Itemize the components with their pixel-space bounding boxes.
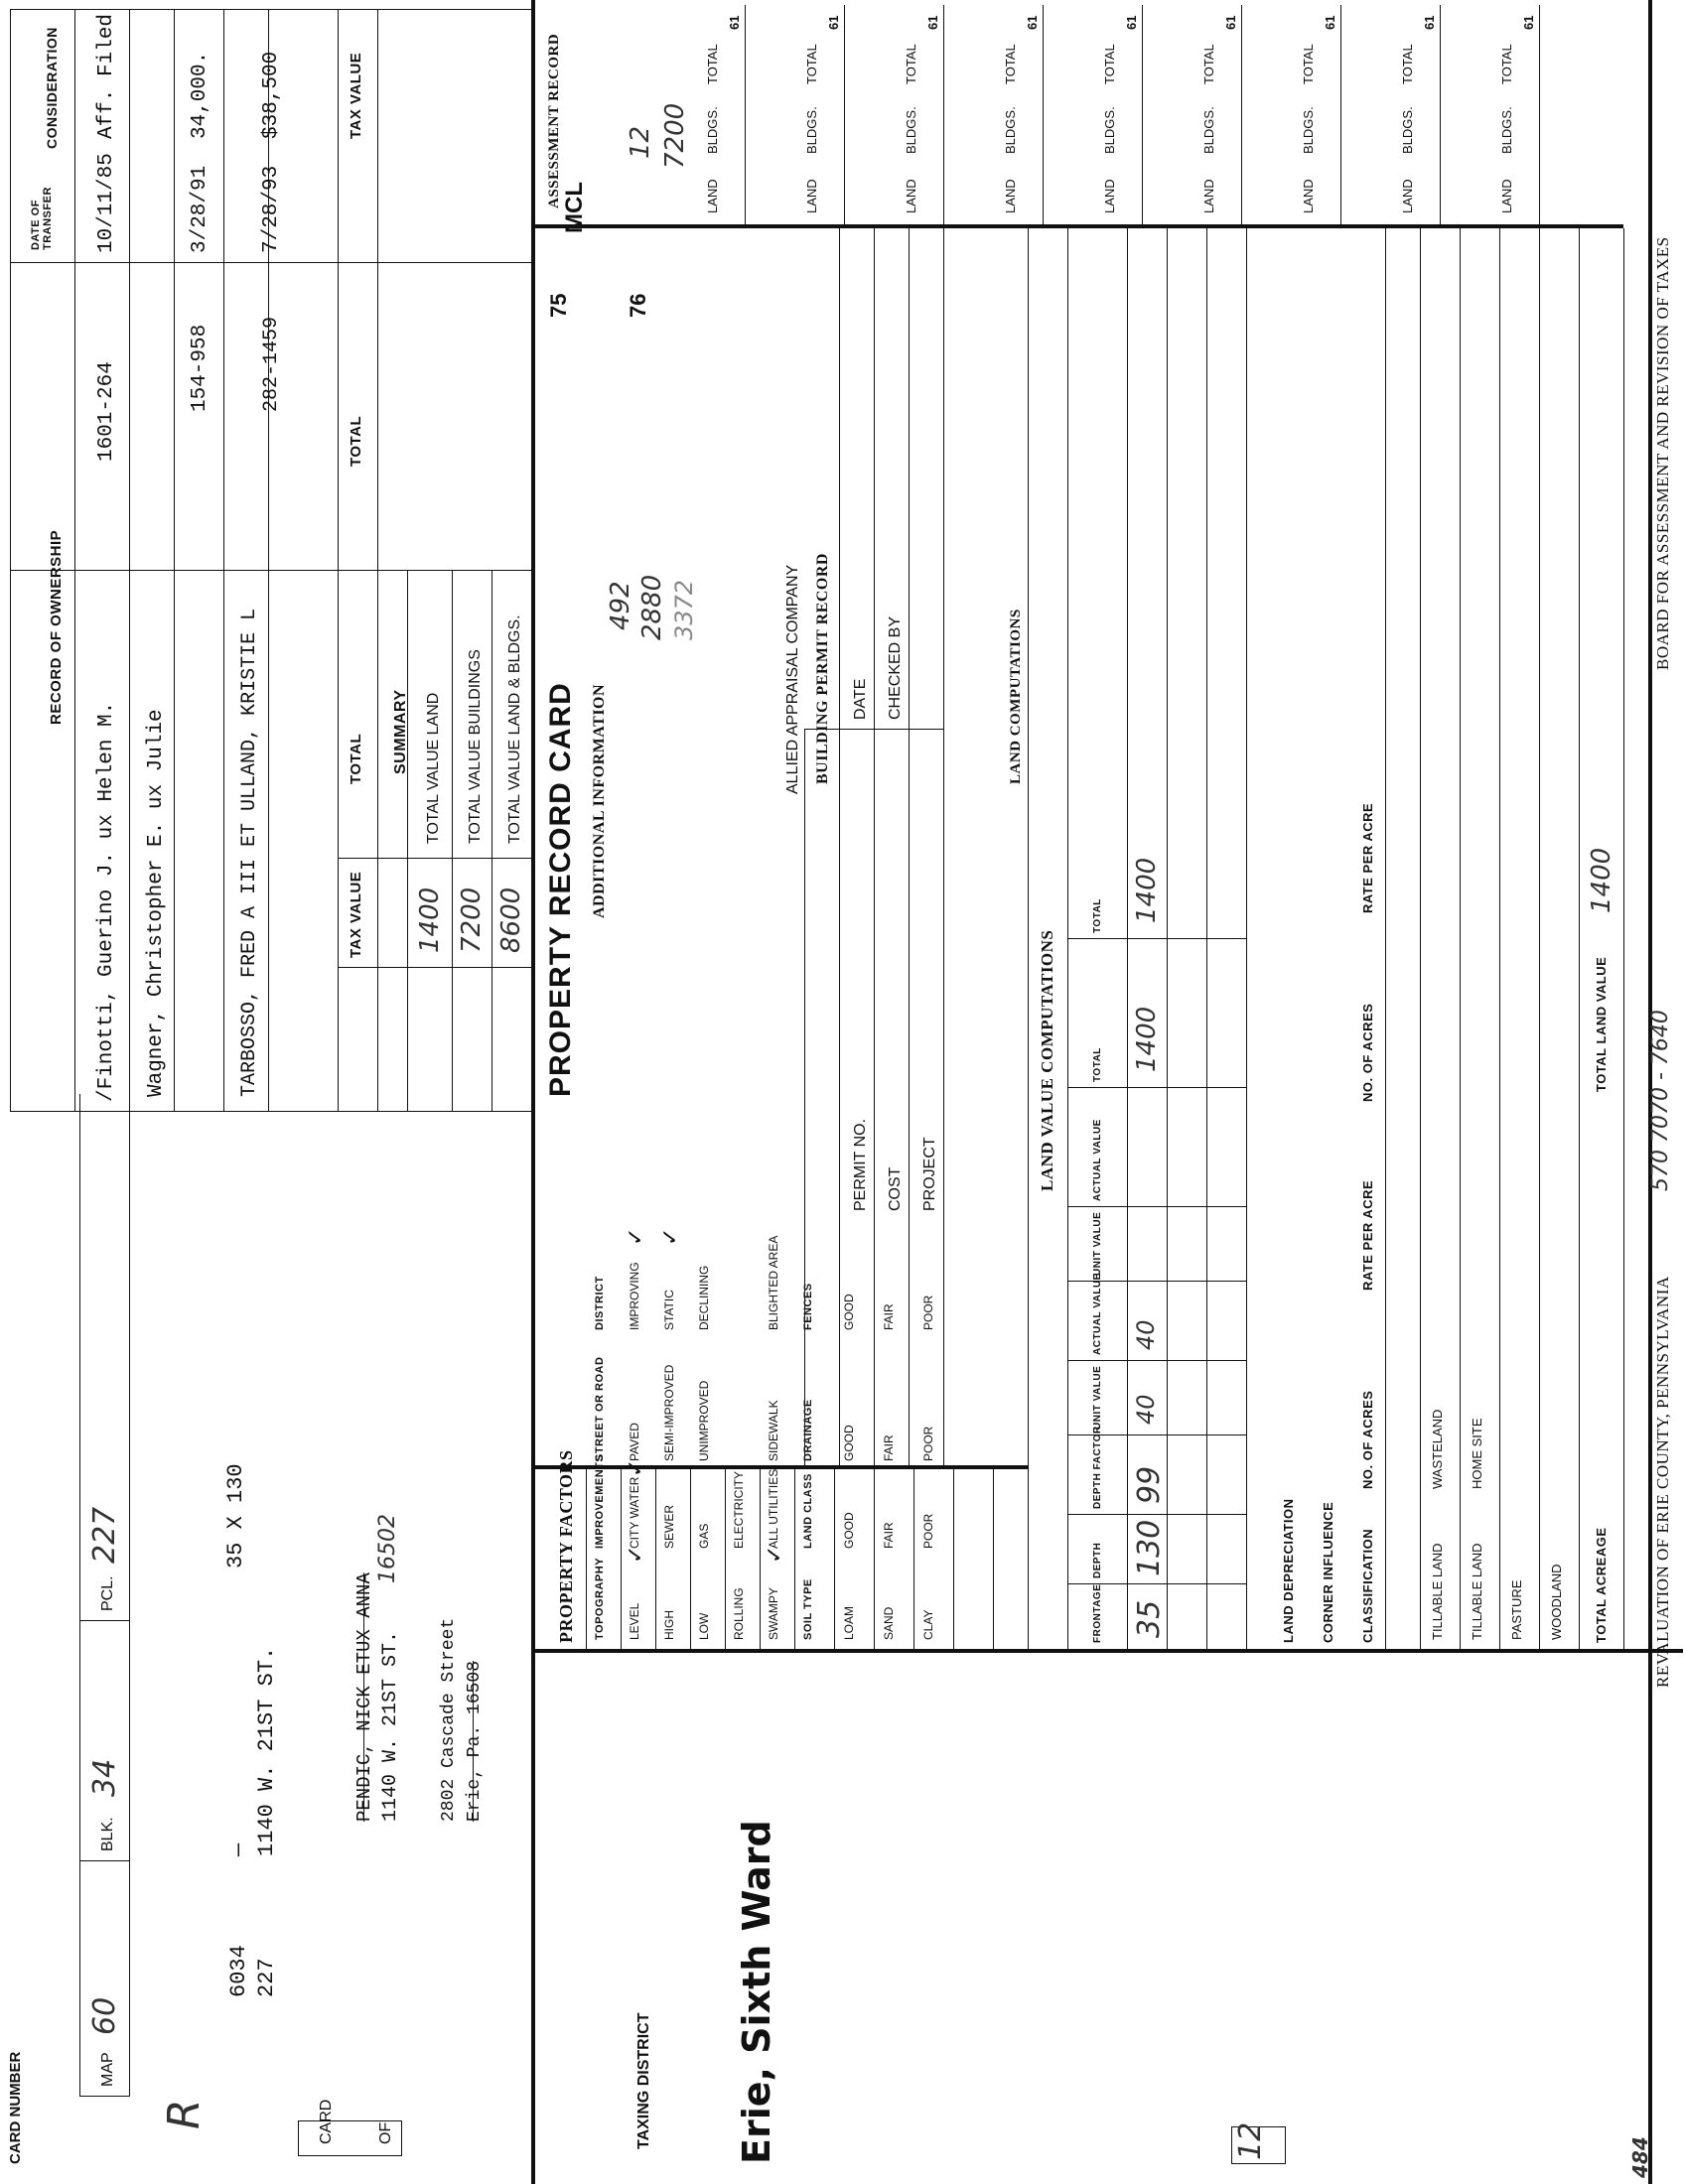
street-item: SIDEWALK <box>767 1400 780 1461</box>
rule <box>953 1469 954 1653</box>
assessment-land-label: LAND <box>705 179 720 213</box>
rule <box>1127 228 1128 1653</box>
factors-title: PROPERTY FACTORS <box>556 1449 576 1643</box>
drainage-item: GOOD <box>842 1425 856 1461</box>
additional-info: ADDITIONAL INFORMATION <box>591 683 608 918</box>
rule <box>338 10 339 1112</box>
page-number: 12 <box>1233 2121 1268 2160</box>
rule <box>1420 228 1421 1653</box>
assessment-rule <box>1142 5 1143 228</box>
rule <box>993 1469 994 1653</box>
consideration-header: CONSIDERATION <box>44 27 60 149</box>
assessment-title: ASSESSMENT RECORD <box>546 33 562 208</box>
rate-header-2: RATE PER ACRE <box>1360 802 1375 913</box>
assessment-rule <box>1340 5 1341 228</box>
rule <box>10 9 531 10</box>
checked-label: CHECKED BY <box>887 615 904 720</box>
owner-row-1-ref: 1601-264 <box>95 361 118 462</box>
land-value-col-rule <box>1067 1583 1246 1584</box>
assessment-stamp-1: MCL <box>561 182 588 233</box>
street-item: PAVED <box>628 1423 641 1461</box>
parcel-code-1: 6034 <box>226 1945 251 1997</box>
total-land-value-hand: 1400 <box>1587 847 1616 913</box>
rule <box>794 1469 795 1653</box>
blk-label: BLK. <box>99 1817 116 1851</box>
land-value-header: TOTAL <box>1092 898 1103 933</box>
owner-row-1-name: /Finotti, Guerino J. ux Helen M. <box>95 701 118 1102</box>
rule <box>804 730 805 1469</box>
assessment-total-label: TOTAL <box>1201 44 1216 84</box>
card-number-value: R <box>159 2099 210 2129</box>
assessment-stamp-3: 76 <box>626 293 650 318</box>
topography-item: SWAMPY <box>767 1587 780 1640</box>
parcel-dash: — <box>226 1843 251 1856</box>
summary-title: SUMMARY <box>392 689 409 774</box>
assessment-total-label: TOTAL <box>804 44 819 84</box>
hand-3: 3372 <box>670 579 698 640</box>
rule <box>1067 228 1068 1653</box>
permit-no-label: PERMIT NO. <box>852 1118 869 1211</box>
assessment-year: 61 <box>925 15 940 30</box>
check-city-water: ✓ <box>624 1545 648 1564</box>
rule <box>1499 228 1500 1653</box>
assessment-bldgs-label: BLDGS. <box>705 106 720 154</box>
rule <box>1167 228 1168 1653</box>
assessment-year: 61 <box>1223 15 1238 30</box>
assessment-land-label: LAND <box>1400 179 1415 213</box>
pcl-label: PCL. <box>99 1575 116 1611</box>
rule <box>74 10 75 1112</box>
classification-item: WASTELAND <box>1430 1409 1445 1489</box>
assessment-bldgs-label: BLDGS. <box>1499 106 1514 154</box>
assessment-total-label: TOTAL <box>1499 44 1514 84</box>
soil-item: LOAM <box>842 1605 856 1640</box>
assessment-rule <box>1043 5 1044 228</box>
total-land-value: TOTAL LAND VALUE <box>1594 956 1609 1092</box>
factors-topography-header: TOPOGRAPHY <box>594 1557 606 1640</box>
rule <box>10 1111 531 1112</box>
rule <box>79 1094 80 2097</box>
summary-total-header: TOTAL <box>348 733 364 784</box>
land-class-item: FAIR <box>882 1522 896 1549</box>
factors-street-header: STREET OR ROAD <box>594 1356 606 1461</box>
owner-row-2-date: 3/28/91 <box>189 165 211 253</box>
right-total-header: TOTAL <box>348 415 364 467</box>
assessment-hand-land: 12 <box>626 125 655 159</box>
summary-tax-header: TAX VALUE <box>348 871 364 958</box>
rule <box>79 2096 129 2097</box>
fences-item: FAIR <box>882 1303 896 1330</box>
rule <box>174 10 175 1112</box>
rule <box>839 228 840 1469</box>
owner-row-3-name: TARBOSSO, FRED A III ET ULLAND, KRISTIE L <box>238 608 261 1097</box>
rule <box>1206 228 1207 1653</box>
lv-depth: 130 <box>1132 1519 1167 1576</box>
owner-row-1-date: 10/11/85 <box>95 153 118 253</box>
assessment-total-label: TOTAL <box>1301 44 1316 84</box>
assessment-bldgs-label: BLDGS. <box>1102 106 1117 154</box>
parcel-code-2: 227 <box>254 1958 279 1997</box>
rule <box>913 1469 914 1653</box>
rule <box>943 228 944 1469</box>
allied-company: ALLIED APPRAISAL COMPANY <box>784 564 801 794</box>
ownership-title: RECORD OF OWNERSHIP <box>48 529 65 725</box>
factors-drainage-header: DRAINAGE <box>802 1399 814 1461</box>
owner-address: 1140 W. 21ST ST. <box>379 1630 402 1822</box>
date-transfer-header: DATE OF TRANSFER <box>30 187 54 250</box>
assessment-rule <box>745 5 746 228</box>
rule <box>531 1649 1683 1653</box>
summary-bldgs-total: 7200 <box>457 887 487 953</box>
land-value-col-rule <box>1067 1434 1246 1435</box>
assessment-year: 61 <box>727 15 742 30</box>
assessment-total-label: TOTAL <box>904 44 918 84</box>
assessment-year: 61 <box>1323 15 1337 30</box>
lv-unit-value: 40 <box>1132 1394 1160 1425</box>
cost-label: COST <box>887 1166 904 1211</box>
assessment-year: 61 <box>1422 15 1437 30</box>
assessment-stamp-2: 75 <box>546 293 571 318</box>
fences-item: GOOD <box>842 1294 856 1330</box>
assessment-rule <box>1241 5 1242 228</box>
rule <box>1579 228 1580 1653</box>
factors-fences-header: FENCES <box>802 1283 814 1330</box>
improvements-item: SEWER <box>662 1504 676 1549</box>
district-item: STATIC <box>662 1290 676 1330</box>
rule <box>10 570 531 571</box>
land-class-item: GOOD <box>842 1512 856 1549</box>
assessment-year: 61 <box>826 15 841 30</box>
rule <box>129 1094 130 2097</box>
rule <box>874 1469 875 1653</box>
lv-frontage: 35 <box>1132 1599 1167 1638</box>
rule <box>1028 228 1029 1653</box>
owner-struck: PENDIC, NICK ETUX ANNA <box>353 1572 375 1822</box>
owner-row-2-ref: 154-958 <box>189 324 211 412</box>
acres-header-2: NO. OF ACRES <box>1360 1003 1375 1102</box>
rule <box>1246 228 1247 1653</box>
rule <box>10 10 11 1112</box>
land-value-header: TOTAL <box>1092 1047 1103 1082</box>
land-value-header: ACTUAL VALUE <box>1092 1273 1103 1355</box>
project-label: PROJECT <box>921 1137 938 1211</box>
mail-line-1: 2802 Cascade Street <box>439 1617 459 1822</box>
card-label: CARD <box>318 2099 335 2144</box>
drainage-item: POOR <box>921 1426 935 1461</box>
land-class-item: POOR <box>921 1513 935 1549</box>
rule <box>79 1620 129 1621</box>
topography-item: LOW <box>697 1612 711 1640</box>
rule <box>586 1469 587 1653</box>
classification-item: WOODLAND <box>1549 1564 1564 1640</box>
rate-header: RATE PER ACRE <box>1360 1179 1375 1291</box>
rule <box>531 0 535 2184</box>
assessment-bldgs-label: BLDGS. <box>1003 106 1018 154</box>
rule <box>1385 228 1386 1653</box>
classification-item: PASTURE <box>1509 1579 1524 1640</box>
land-value-col-rule <box>1067 1360 1246 1361</box>
assessment-hand-bldgs: 7200 <box>660 102 690 169</box>
soil-item: CLAY <box>921 1609 935 1640</box>
parcel-dimensions: 35 X 130 <box>223 1463 248 1569</box>
assessment-land-label: LAND <box>904 179 918 213</box>
land-value-col-rule <box>1067 1514 1246 1515</box>
land-depreciation: LAND DEPRECIATION <box>1281 1498 1296 1643</box>
rule <box>338 967 531 968</box>
rule <box>407 571 408 1112</box>
pcl-value: 227 <box>87 1506 122 1564</box>
rule <box>377 10 378 1112</box>
corner-influence: CORNER INFLUENCE <box>1321 1501 1335 1643</box>
assessment-year: 61 <box>1521 15 1536 30</box>
factors-class-header: LAND CLASS <box>802 1473 814 1549</box>
assessment-rule <box>1539 5 1540 228</box>
rule <box>223 10 224 1112</box>
taxing-district-label: TAXING DISTRICT <box>635 2012 652 2149</box>
rule <box>760 1469 761 1653</box>
soil-item: SAND <box>882 1606 896 1640</box>
lv-depth-factor: 99 <box>1132 1465 1167 1504</box>
improvements-item: GAS <box>697 1523 711 1549</box>
topography-item: LEVEL <box>628 1602 641 1640</box>
summary-grand-total: 8600 <box>496 887 526 953</box>
rule <box>452 571 453 1112</box>
assessment-year: 61 <box>1124 15 1139 30</box>
assessment-land-label: LAND <box>804 179 819 213</box>
district-item: IMPROVING <box>628 1262 641 1330</box>
lv-actual-value: 40 <box>1132 1319 1160 1350</box>
improvements-item: ELECTRICITY <box>732 1470 746 1549</box>
land-value-header: ACTUAL VALUE <box>1092 1119 1103 1201</box>
rule <box>909 228 910 1469</box>
classification-item: TILLABLE LAND <box>1470 1543 1484 1640</box>
acres-header: NO. OF ACRES <box>1360 1390 1375 1489</box>
classification-item: HOME SITE <box>1470 1418 1484 1489</box>
lv-total-2: 1400 <box>1132 857 1162 923</box>
land-value-header: UNIT VALUE <box>1092 1365 1103 1430</box>
blk-value: 34 <box>87 1758 122 1797</box>
lv-total-1: 1400 <box>1132 1006 1162 1072</box>
rule <box>1623 228 1624 1653</box>
map-label: MAP <box>99 2052 116 2087</box>
topography-item: HIGH <box>662 1610 676 1640</box>
assessment-land-label: LAND <box>1301 179 1316 213</box>
classification-item: TILLABLE LAND <box>1430 1543 1445 1640</box>
improvements-item: CITY WATER <box>628 1476 641 1549</box>
rule <box>491 571 492 1112</box>
assessment-bldgs-label: BLDGS. <box>1301 106 1316 154</box>
check-all-utilities: ✓ <box>763 1545 787 1564</box>
land-value-col-rule <box>1067 1281 1246 1282</box>
owner-row-2-name: Wagner, Christopher E. ux Julie <box>145 709 168 1097</box>
topography-item: ROLLING <box>732 1587 746 1640</box>
classification-header: CLASSIFICATION <box>1360 1528 1375 1643</box>
assessment-rule <box>844 5 845 228</box>
rule <box>1539 228 1540 1653</box>
assessment-total-label: TOTAL <box>705 44 720 84</box>
rule <box>874 228 875 1469</box>
parcel-address: 1140 W. 21ST ST. <box>254 1646 279 1856</box>
check-level: ✓ <box>624 1458 648 1477</box>
owner-row-1-consideration: Aff. Filed <box>95 13 118 139</box>
assessment-land-label: LAND <box>1003 179 1018 213</box>
rule <box>804 729 943 730</box>
factors-district-header: DISTRICT <box>594 1276 606 1330</box>
district-item: BLIGHTED AREA <box>767 1235 780 1330</box>
assessment-total-label: TOTAL <box>1003 44 1018 84</box>
summary-land-total: 1400 <box>415 887 445 953</box>
assessment-year: 61 <box>1025 15 1040 30</box>
total-acreage: TOTAL ACREAGE <box>1594 1527 1609 1643</box>
corner-number: 484 <box>1628 2136 1652 2178</box>
land-value-col-rule <box>1067 938 1246 939</box>
map-value: 60 <box>87 1996 122 2035</box>
rule <box>834 1469 835 1653</box>
street-item: SEMI-IMPROVED <box>662 1364 676 1461</box>
date-label: DATE <box>852 678 869 720</box>
summary-bldgs-label: TOTAL VALUE BUILDINGS <box>467 649 484 844</box>
assessment-bldgs-label: BLDGS. <box>804 106 819 154</box>
land-value-header: DEPTH <box>1092 1542 1103 1578</box>
factors-improvements-header: IMPROVEMENTS <box>594 1453 606 1549</box>
district-item: DECLINING <box>697 1265 711 1330</box>
rule <box>10 262 531 263</box>
assessment-bldgs-label: BLDGS. <box>904 106 918 154</box>
assessment-rule <box>943 5 944 228</box>
rule <box>129 10 130 1112</box>
land-value-header: FRONTAGE <box>1092 1583 1103 1643</box>
owner-row-2-consideration: 34,000. <box>189 51 211 139</box>
assessment-bldgs-label: BLDGS. <box>1201 106 1216 154</box>
land-value-header: UNIT VALUE <box>1092 1211 1103 1276</box>
assessment-bldgs-label: BLDGS. <box>1400 106 1415 154</box>
check-paved: ✓ <box>624 1227 648 1246</box>
assessment-total-label: TOTAL <box>1102 44 1117 84</box>
check-static: ✓ <box>658 1227 683 1246</box>
rule <box>338 858 531 859</box>
rule <box>1460 228 1461 1653</box>
rule <box>725 1469 726 1653</box>
owner-row-3-ref: 282-1459 <box>260 316 283 412</box>
owner-row-3-consideration: $38,500 <box>260 51 283 139</box>
assessment-land-label: LAND <box>1499 179 1514 213</box>
hand-2: 2880 <box>637 574 667 640</box>
footer-left: REVALUATION OF ERIE COUNTY, PENNSYLVANIA <box>1653 1276 1672 1688</box>
hand-1: 492 <box>606 581 635 630</box>
land-value-title: LAND VALUE COMPUTATIONS <box>1038 929 1056 1191</box>
footer-right: BOARD FOR ASSESSMENT AND REVISION OF TAXES <box>1653 236 1672 670</box>
land-value-col-rule <box>1067 1087 1246 1088</box>
assessment-land-label: LAND <box>1102 179 1117 213</box>
rule <box>655 1469 656 1653</box>
fences-item: POOR <box>921 1295 935 1330</box>
land-value-col-rule <box>1067 1206 1246 1207</box>
assessment-rule <box>1440 5 1441 228</box>
assessment-land-label: LAND <box>1201 179 1216 213</box>
land-value-header: DEPTH FACTOR <box>1092 1426 1103 1509</box>
card-title: PROPERTY RECORD CARD <box>544 682 577 1097</box>
street-item: UNIMPROVED <box>697 1380 711 1461</box>
factors-soil-header: SOIL TYPE <box>802 1578 814 1640</box>
drainage-item: FAIR <box>882 1434 896 1461</box>
owner-zip: 16502 <box>375 1514 400 1583</box>
right-tax-header: TAX VALUE <box>348 52 364 139</box>
owner-row-3-date: 7/28/93 <box>260 165 283 253</box>
footer-hand: 570 7070 - 7640 <box>1648 1010 1673 1191</box>
rule <box>79 1860 129 1861</box>
taxing-district-value: Erie, Sixth Ward <box>735 1820 778 2164</box>
land-computations: LAND COMPUTATIONS <box>1008 609 1024 784</box>
card-number-label: CARD NUMBER <box>7 2051 24 2164</box>
of-label: OF <box>377 2121 394 2144</box>
rule <box>621 1469 622 1653</box>
mail-line-2: Erie, Pa. 16508 <box>465 1660 485 1822</box>
assessment-total-label: TOTAL <box>1400 44 1415 84</box>
rule <box>690 1469 691 1653</box>
building-permit: BUILDING PERMIT RECORD <box>814 553 831 784</box>
summary-land-label: TOTAL VALUE LAND <box>425 692 442 844</box>
summary-total-label: TOTAL VALUE LAND & BLDGS. <box>506 614 523 844</box>
improvements-item: ALL UTILITIES <box>767 1468 780 1549</box>
